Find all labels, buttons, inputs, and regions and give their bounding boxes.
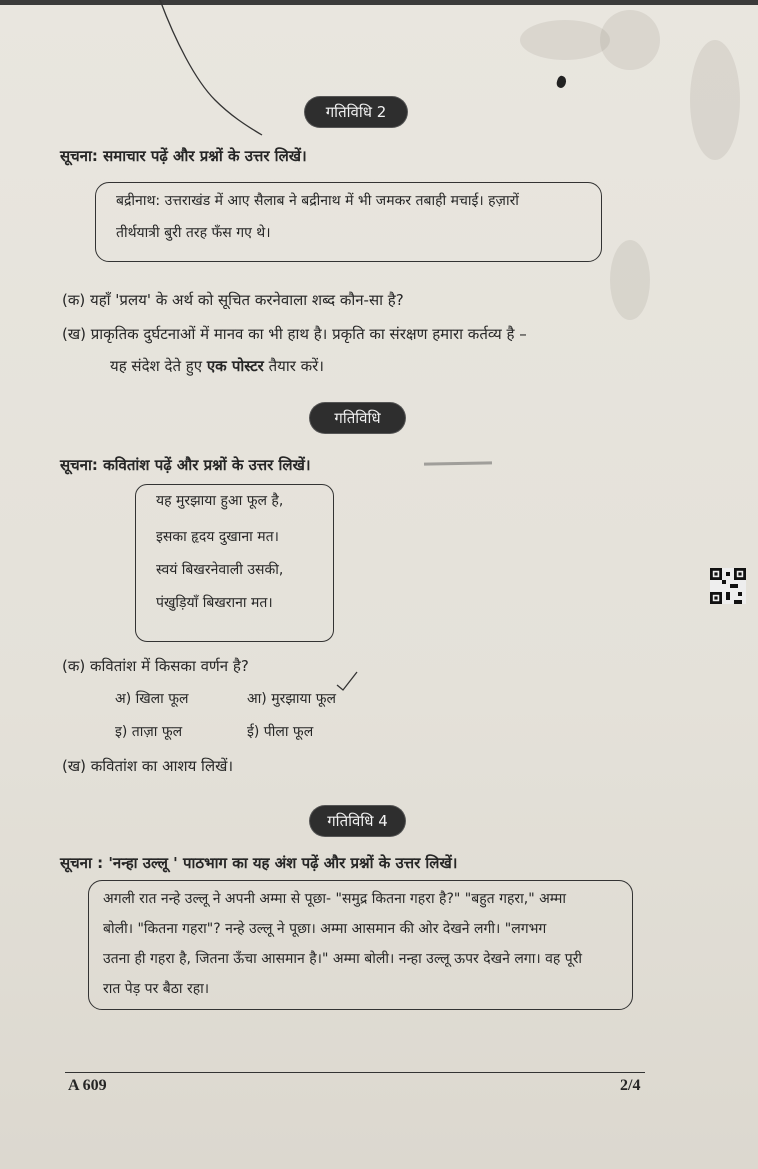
option-a: अ) खिला फूल [115,691,189,707]
activity-2-instruction: सूचना: समाचार पढ़ें और प्रश्नों के उत्तर लिखें। [60,147,307,165]
poem-question-b: (ख) कवितांश का आशय लिखें। [62,757,234,775]
story-line: उतना ही गहरा है, जितना ऊँचा आसमान है।" अम्मा बोली। नन्हा उल्लू ऊपर देखने लगा। वह पूरी [103,951,583,967]
poem-line: यह मुरझाया हुआ फूल है, [156,493,284,509]
option-b: आ) मुरझाया फूल [247,691,337,707]
activity-3-instruction: सूचना: कवितांश पढ़ें और प्रश्नों के उत्तर लिखें। [60,456,311,474]
option-d: ई) पीला फूल [247,724,314,740]
poem-question-a: (क) कवितांश में किसका वर्णन है? [62,657,249,675]
checkmark-icon [335,670,359,694]
story-line: अगली रात नन्हे उल्लू ने अपनी अम्मा से पूछा- "समुद्र कितना गहरा है?" "बहुत गहरा," अम्मा [103,891,566,907]
activity-3-title: गतिविधि [310,403,405,433]
pencil-mark [424,461,492,465]
poem-line: इसका हृदय दुखाना मत। [156,529,279,545]
passage-line: बद्रीनाथ: उत्तराखंड में आए सैलाब ने बद्रीनाथ में भी जमकर तबाही मचाई। हज़ारों [116,193,519,209]
passage-line: तीर्थयात्री बुरी तरह फँस गए थे। [116,225,271,241]
qr-code-icon [710,568,746,604]
story-line: बोली। "कितना गहरा"? नन्हे उल्लू ने पूछा। अम्मा आसमान की ओर देखने लगी। "लगभग [103,921,547,937]
option-c: इ) ताज़ा फूल [115,724,183,740]
question-b-cont [110,356,324,376]
question-b-pre: यह संदेश देते हुए [110,357,207,375]
activity-2-title: गतिविधि 2 [305,97,407,127]
question-b: (ख) प्राकृतिक दुर्घटनाओं में मानव का भी हाथ है। प्रकृति का संरक्षण हमारा कर्तव्य है – [62,325,527,343]
poem-line: स्वयं बिखरनेवाली उसकी, [156,562,284,578]
question-b-bold: एक पोस्टर [206,357,264,375]
question-a: (क) यहाँ 'प्रलय' के अर्थ को सूचित करनेवाला शब्द कौन-सा है? [62,291,404,309]
news-passage-box [95,182,602,262]
story-passage-box [88,880,633,1010]
page-number: 2/4 [620,1077,641,1094]
poem-line: पंखुड़ियाँ बिखराना मत। [156,595,273,611]
story-line: रात पेड़ पर बैठा रहा। [103,981,210,997]
activity-4-instruction: सूचना : 'नन्हा उल्लू ' पाठभाग का यह अंश पढ़ें और प्रश्नों के उत्तर लिखें। [60,854,458,872]
poem-box [135,484,334,642]
activity-4-title: गतिविधि 4 [310,806,405,836]
footer-divider [65,1072,645,1073]
question-b-post: तैयार करें। [263,357,324,375]
paper-code: A 609 [68,1077,107,1094]
